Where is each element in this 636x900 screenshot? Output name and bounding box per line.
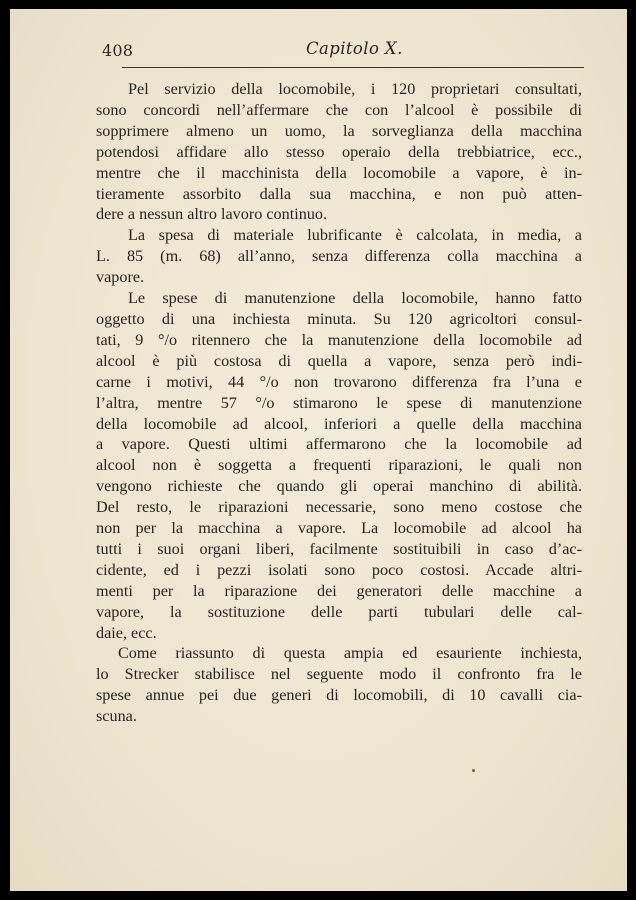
text-line: l’altra, mentre 57 °/o stimarono le spese di manutenzione	[96, 393, 582, 412]
text-line: lo Strecker stabilisce nel seguente modo il confronto fra le	[96, 665, 582, 684]
text-line: scuna.	[96, 707, 137, 726]
text-line: alcool è più costosa di quella a vapore, senza però indi-	[96, 351, 582, 370]
text-line: Del resto, le riparazioni necessarie, sono meno costose che	[96, 498, 582, 517]
text-line: potendosi affidare allo stesso operaio della trebbiatrice, ecc.,	[96, 142, 582, 161]
text-line: Come riassunto di questa ampia ed esauriente inchiesta,	[118, 644, 582, 663]
text-line: La spesa di materiale lubrificante è calcolata, in media, a	[128, 226, 582, 245]
text-line: carne i motivi, 44 °/o non trovarono differenza fra l’una e	[96, 372, 582, 391]
text-line: sopprimere almeno un uomo, la sorveglianza della macchina	[96, 121, 582, 140]
text-line: tutti i suoi organi liberi, facilmente sostituibili in caso d’ac-	[96, 539, 582, 558]
header-rule	[122, 67, 584, 68]
body-text	[96, 79, 582, 727]
running-title: Capitolo X.	[306, 39, 403, 58]
text-line: tati, 9 °/o ritennero che la manutenzione della locomobile ad	[96, 330, 582, 349]
text-line: Pel servizio della locomobile, i 120 proprietari consultati,	[128, 80, 582, 98]
text-line: vapore.	[96, 268, 145, 287]
paragraph-locomobile-service	[96, 79, 582, 225]
paragraph-lubricant-cost	[96, 225, 582, 288]
text-line: oggetto di una inchiesta minuta. Su 120 agricoltori consul-	[96, 309, 582, 328]
text-line: spese annue pei due generi di locomobili, di 10 cavalli cia-	[96, 686, 582, 705]
text-line: daie, ecc.	[96, 623, 157, 642]
page-number: 408	[102, 41, 134, 60]
text-line: sono concordi nell’affermare che con l’alcool è possibile di	[96, 100, 582, 119]
text-line: mentre che il macchinista della locomobile a vapore, è in-	[96, 163, 582, 182]
text-line: alcool non è soggetta a frequenti riparazioni, le quali non	[96, 456, 582, 475]
text-line: cidente, ed i pezzi isolati sono poco costosi. Accade altri-	[96, 560, 582, 579]
paragraph-strecker-summary	[96, 643, 582, 727]
text-line: della locomobile ad alcool, inferiori a quelle della macchina	[96, 414, 582, 433]
paragraph-maintenance-costs	[96, 288, 582, 643]
page-header	[102, 35, 580, 61]
text-line: non per la macchina a vapore. La locomobile ad alcool ha	[96, 519, 582, 538]
text-line: Le spese di manutenzione della locomobile, hanno fatto	[128, 289, 582, 308]
text-line: dere a nessun altro lavoro continuo.	[96, 205, 328, 224]
text-line: menti per la riparazione dei generatori delle macchine a	[96, 581, 582, 600]
book-page	[10, 9, 627, 891]
text-line: vengono richieste che quando gli operai manchino di abilità.	[96, 477, 582, 496]
text-line: a vapore. Questi ultimi affermarono che la locomobile ad	[96, 435, 582, 454]
paper-speck	[472, 769, 475, 772]
text-line: vapore, la sostituzione delle parti tubulari delle cal-	[96, 602, 582, 621]
text-line: L. 85 (m. 68) all’anno, senza differenza colla macchina a	[96, 247, 582, 266]
text-line: tieramente assorbito dalla sua macchina, e non può atten-	[96, 184, 582, 203]
